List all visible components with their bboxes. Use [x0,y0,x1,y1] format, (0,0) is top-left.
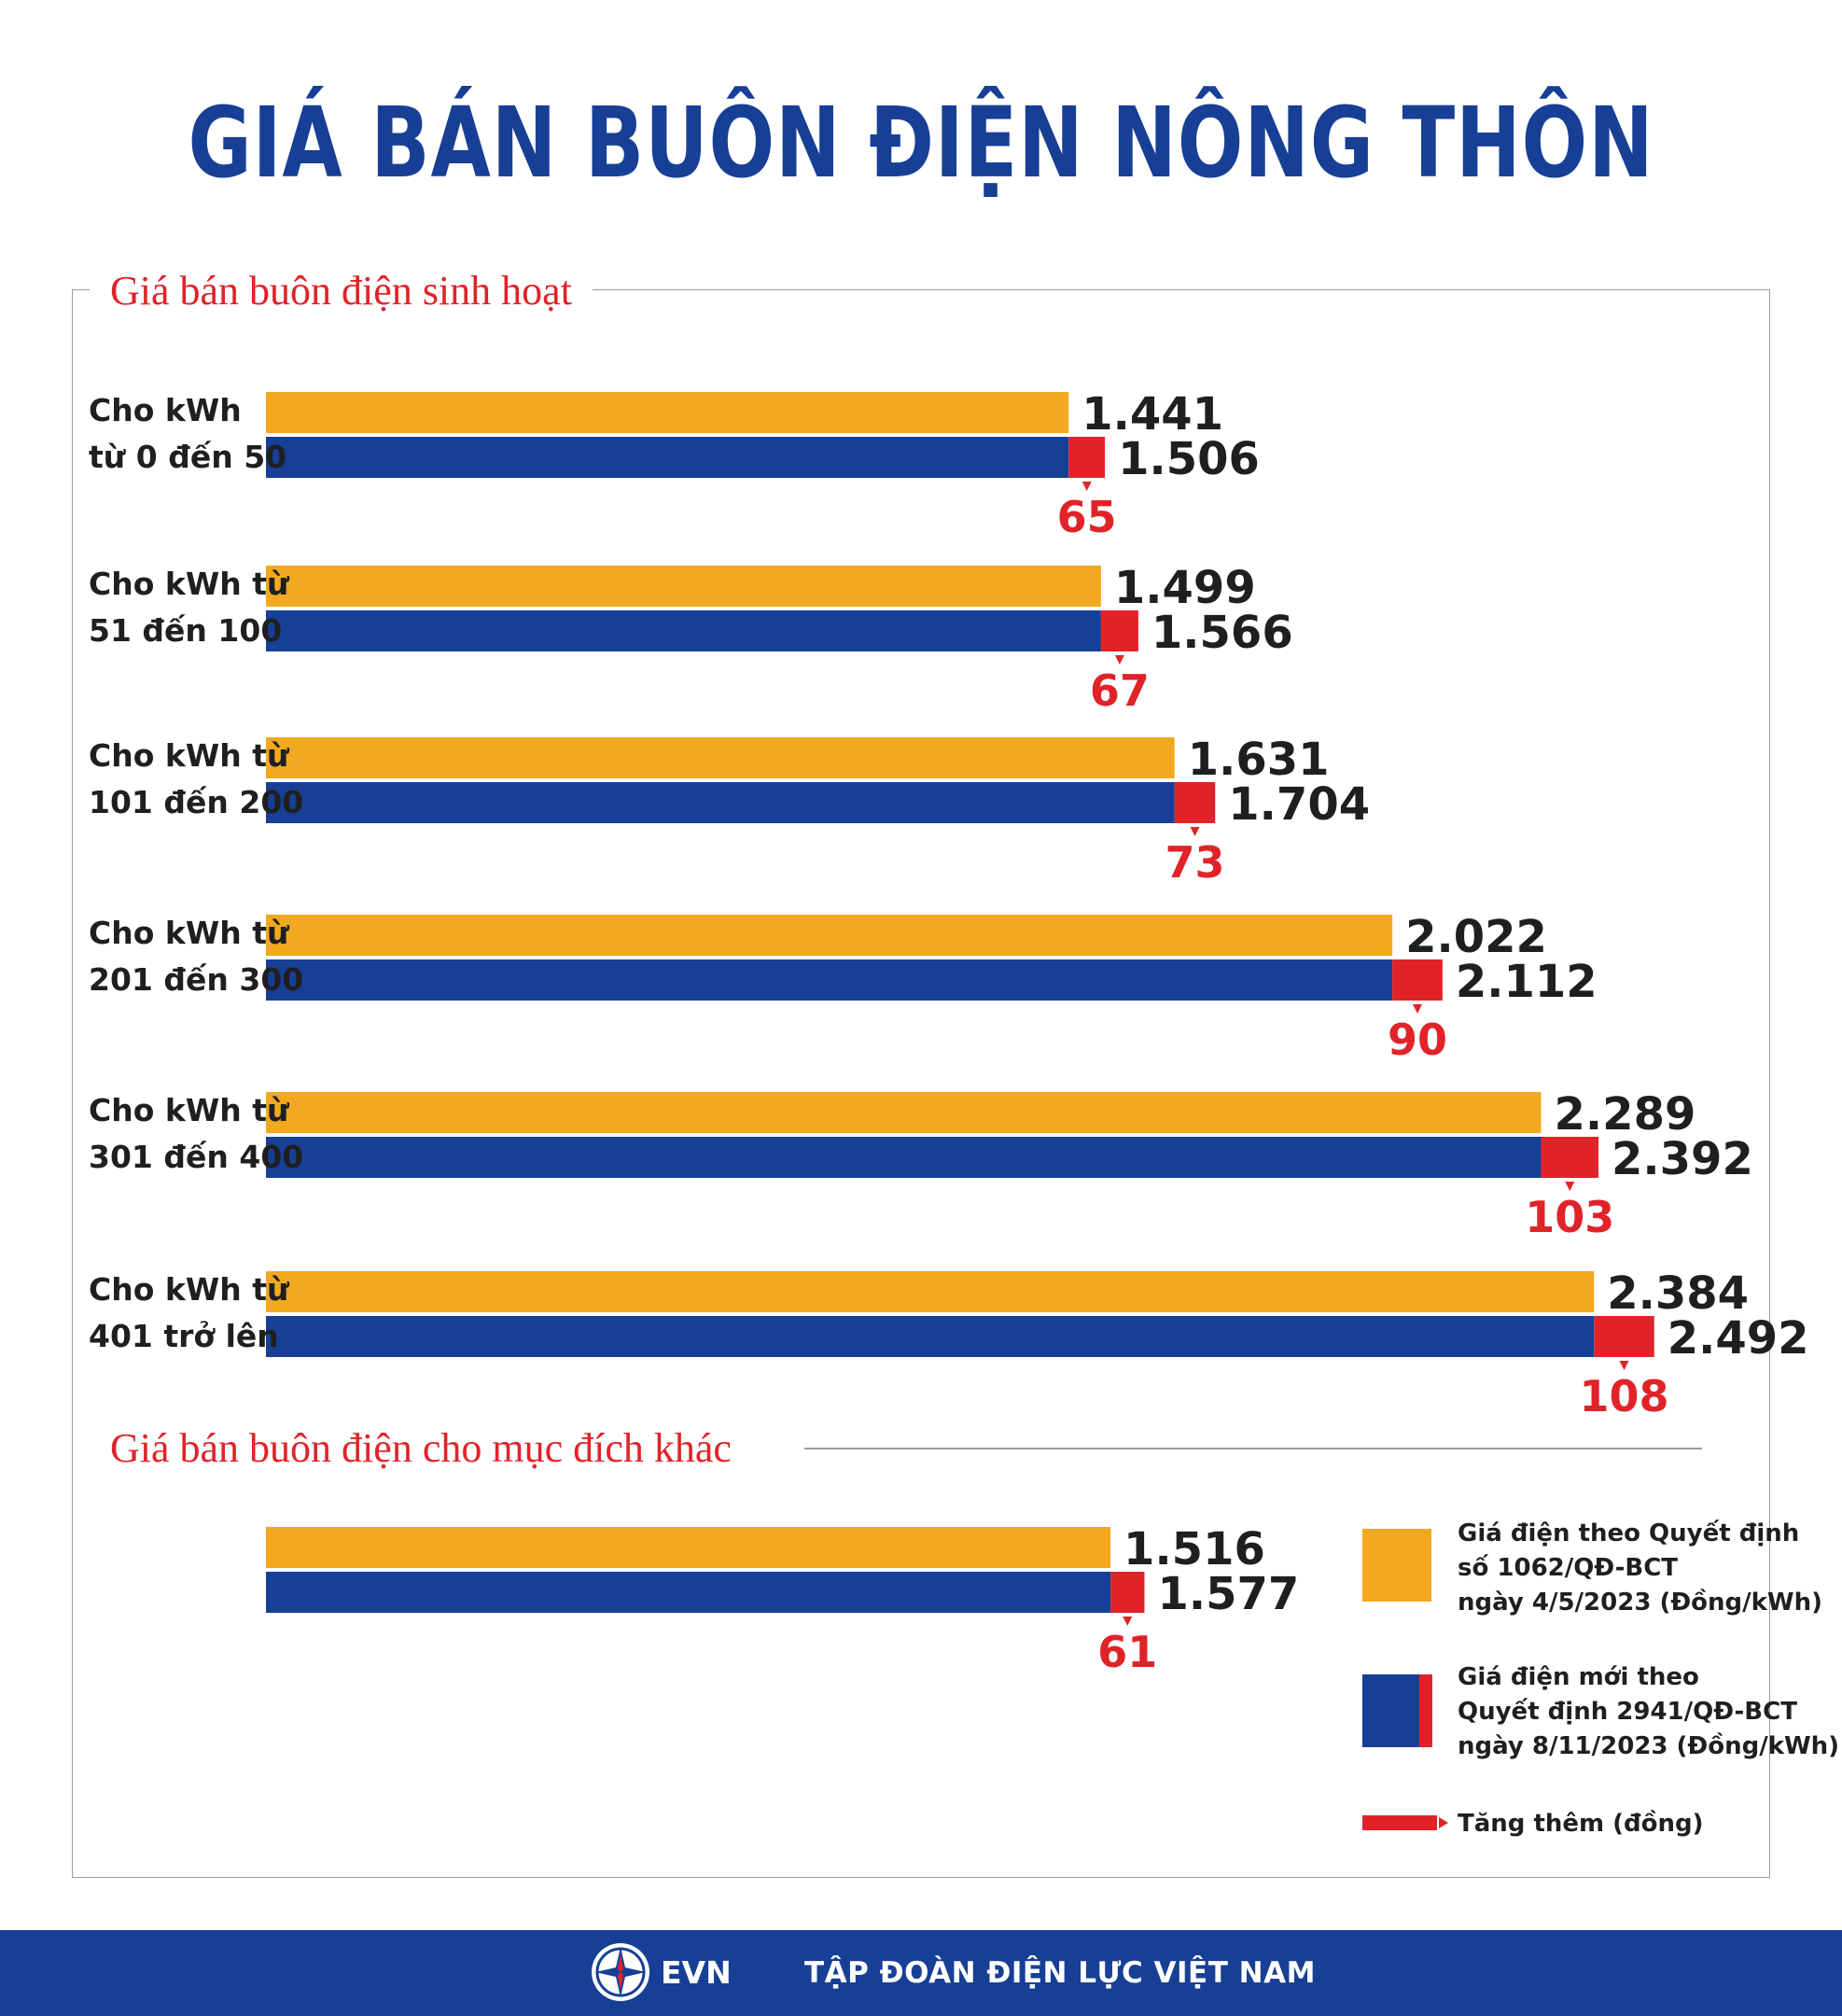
row-label: 101 đến 200 [89,784,304,820]
bar-old [266,566,1101,607]
row-label: 301 đến 400 [89,1139,304,1175]
bar-old [266,915,1392,956]
legend-text: ngày 8/11/2023 (Đồng/kWh) [1458,1732,1840,1760]
bar-increase [1594,1316,1654,1357]
increase-marker [1619,1361,1628,1370]
increase-marker [1115,655,1124,665]
value-label-old: 1.441 [1081,388,1224,441]
row-label: Cho kWh từ [89,566,289,602]
increase-label: 73 [1165,837,1225,888]
increase-marker [1565,1182,1574,1191]
row-label: 401 trở lên [89,1318,279,1354]
row-label: Cho kWh từ [89,915,289,951]
bar-old [266,1092,1542,1133]
increase-label: 108 [1579,1371,1669,1421]
legend-text: Tăng thêm (đồng) [1458,1810,1704,1838]
company-name: TẬP ĐOÀN ĐIỆN LỰC VIỆT NAM [804,1956,1316,1990]
value-label-old: 2.022 [1405,911,1547,963]
increase-marker [1413,1004,1422,1014]
value-label-old: 2.289 [1554,1088,1696,1141]
value-label-new: 1.577 [1157,1568,1300,1620]
legend-text: Quyết định 2941/QĐ-BCT [1458,1698,1797,1726]
bar-increase [1068,437,1105,478]
legend-swatch-old [1362,1529,1431,1602]
bar-new [266,959,1392,1001]
value-label-new: 1.506 [1118,433,1260,485]
legend-swatch-increase [1362,1815,1437,1830]
increase-label: 65 [1056,492,1117,542]
increase-label: 90 [1387,1015,1448,1065]
legend-text: Giá điện theo Quyết định [1458,1519,1800,1547]
evn-logo-text: EVN [661,1954,732,1991]
bar-old [266,1271,1594,1312]
legend-text: Giá điện mới theo [1458,1663,1699,1691]
row-label: Cho kWh từ [89,1271,289,1308]
bar-new [266,437,1068,478]
bar-old [266,1527,1110,1568]
bar-increase [1392,959,1443,1001]
increase-marker [1123,1617,1132,1626]
footer-bar [0,1930,1842,2016]
evn-logo-icon [590,1941,651,2003]
bar-old [266,737,1175,778]
section-title-other: Giá bán buôn điện cho mục đích khác [90,1424,752,1473]
value-label-new: 1.704 [1228,778,1371,831]
increase-label: 67 [1089,665,1150,716]
bar-new [266,782,1175,823]
increase-label: 103 [1525,1192,1615,1242]
bar-increase [1175,782,1216,823]
row-label: Cho kWh từ [89,1092,289,1128]
increase-label: 61 [1097,1627,1158,1677]
value-label-new: 2.392 [1612,1133,1753,1185]
value-label-old: 1.499 [1113,562,1256,614]
row-label: 201 đến 300 [89,961,304,998]
increase-marker [1082,482,1092,491]
legend-swatch-new-accent [1419,1674,1432,1747]
value-label-old: 2.384 [1607,1267,1750,1320]
row-label: từ 0 đến 50 [89,439,287,475]
value-label-new: 1.566 [1151,607,1293,659]
increase-marker [1190,827,1199,836]
legend-text: ngày 4/5/2023 (Đồng/kWh) [1458,1589,1822,1617]
bar-increase [1101,610,1138,651]
legend-swatch-new [1362,1674,1422,1747]
value-label-new: 2.492 [1667,1312,1809,1365]
value-label-old: 1.516 [1123,1523,1265,1575]
section-title-residential: Giá bán buôn điện sinh hoạt [90,267,593,315]
page-title: GIÁ BÁN BUÔN ĐIỆN NÔNG THÔN [188,86,1654,200]
row-label: Cho kWh từ [89,737,289,774]
legend-arrow-icon [1439,1817,1448,1828]
bar-new [266,610,1101,651]
legend-text: số 1062/QĐ-BCT [1458,1554,1679,1582]
bar-increase [1542,1137,1598,1178]
value-label-old: 1.631 [1187,734,1330,786]
bar-new [266,1572,1110,1613]
row-label: Cho kWh [89,392,242,428]
bar-old [266,392,1068,433]
value-label-new: 2.112 [1455,956,1598,1008]
bar-new [266,1316,1594,1357]
bar-new [266,1137,1542,1178]
row-label: 51 đến 100 [89,612,283,649]
bar-increase [1110,1572,1144,1613]
